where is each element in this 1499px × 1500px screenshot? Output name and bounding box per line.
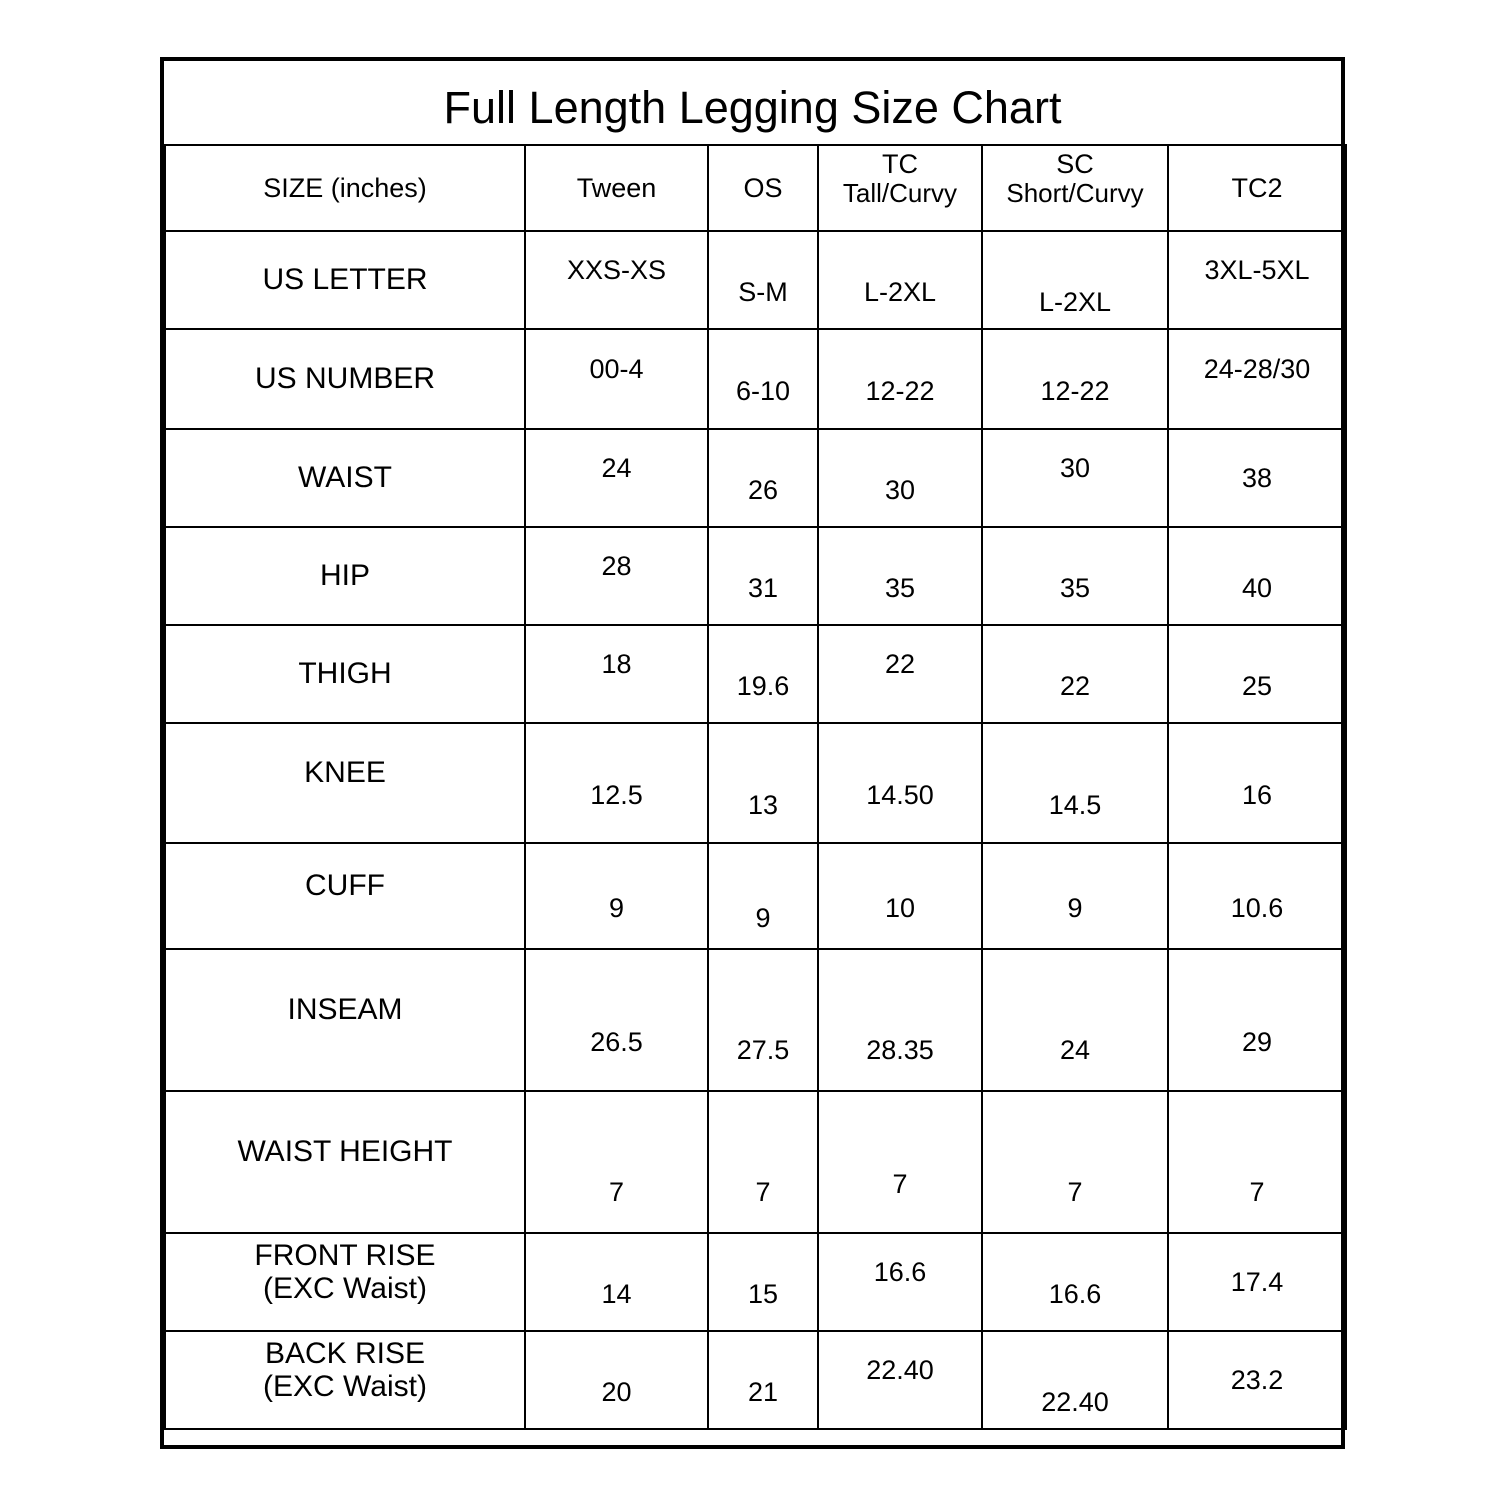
cell-text: 22.40 [1041, 1386, 1109, 1417]
size-chart-sheet [160, 57, 1345, 1449]
table-row [165, 1331, 1346, 1429]
cell-text: 7 [755, 1176, 771, 1207]
column-header-tc2-label: TC2 [1231, 172, 1283, 203]
table-row [165, 1233, 1346, 1331]
cell-value [982, 429, 1168, 527]
column-header-sc-label: SC [1056, 148, 1094, 179]
cell-text: 22.40 [866, 1354, 934, 1385]
cell-text: 12-22 [865, 375, 935, 406]
row-label [165, 1233, 525, 1331]
cell-text: 13 [747, 789, 779, 820]
cell-text: 6-10 [735, 375, 791, 406]
cell-value [708, 527, 818, 625]
cell-text: 28.35 [866, 1034, 934, 1065]
column-header-tc2 [1168, 145, 1346, 231]
table-row [165, 329, 1346, 429]
cell-text: 40 [1241, 572, 1273, 603]
cell-text: 24 [1059, 1034, 1091, 1065]
cell-text: XXS-XS [566, 254, 667, 285]
cell-value [982, 527, 1168, 625]
cell-text: 14 [601, 1278, 632, 1309]
cell-value [818, 1233, 982, 1331]
cell-text: L-2XL [1038, 286, 1112, 317]
cell-text: 16 [1241, 779, 1273, 810]
size-chart-table [164, 144, 1347, 1430]
cell-value [818, 723, 982, 843]
cell-value [1168, 429, 1346, 527]
cell-value [818, 949, 982, 1091]
row-label: HIP [165, 527, 525, 625]
cell-value [1168, 949, 1346, 1091]
cell-text: 9 [608, 892, 625, 923]
cell-value [708, 1331, 818, 1429]
cell-value [982, 843, 1168, 949]
column-header-tween [525, 145, 708, 231]
cell-text: 28 [601, 550, 632, 581]
column-header-tc [818, 135, 982, 221]
cell-text: 16.6 [1048, 1278, 1102, 1309]
cell-value [708, 949, 818, 1091]
table-row [165, 231, 1346, 329]
cell-value [982, 1091, 1168, 1233]
cell-value [982, 723, 1168, 843]
cell-value [818, 429, 982, 527]
cell-value [525, 329, 708, 429]
cell-text: 21 [747, 1376, 779, 1407]
column-header-tween-label: Tween [576, 172, 657, 203]
cell-text: 17.4 [1230, 1266, 1284, 1297]
cell-text: 00-4 [589, 353, 644, 384]
cell-text: 16.6 [873, 1256, 927, 1287]
row-label [165, 1091, 525, 1233]
cell-value [818, 329, 982, 429]
cell-text: 18 [601, 648, 632, 679]
cell-value [982, 329, 1168, 429]
cell-text: S-M [738, 276, 788, 307]
row-label-text: BACK RISE [264, 1337, 426, 1370]
cell-text: 25 [1241, 670, 1273, 701]
cell-value [818, 843, 982, 949]
row-label-sub: (EXC Waist) [263, 1272, 427, 1305]
column-header-sc-sublabel: Short/Curvy [1006, 177, 1144, 208]
column-header-tc-label: TC [882, 148, 918, 179]
cell-value [708, 723, 818, 843]
cell-text: 22 [884, 648, 916, 679]
cell-value [708, 231, 818, 329]
cell-text: 7 [1067, 1176, 1083, 1207]
table-row [165, 723, 1346, 843]
cell-value [708, 625, 818, 723]
cell-value [982, 949, 1168, 1091]
cell-value [525, 1091, 708, 1233]
column-header-size [165, 145, 525, 231]
cell-value [1168, 1233, 1346, 1331]
cell-text: L-2XL [863, 276, 937, 307]
cell-value [708, 329, 818, 429]
cell-value [1168, 625, 1346, 723]
cell-value [525, 429, 708, 527]
cell-text: 22 [1059, 670, 1091, 701]
table-header-row [165, 145, 1346, 231]
cell-value [818, 1331, 982, 1429]
cell-value [818, 231, 982, 329]
cell-value [1168, 843, 1346, 949]
cell-text: 31 [747, 572, 779, 603]
cell-text: 27.5 [736, 1034, 790, 1065]
cell-value [708, 1091, 818, 1233]
table-row [165, 949, 1346, 1091]
cell-value [525, 949, 708, 1091]
cell-value [982, 231, 1168, 329]
column-header-os-label: OS [743, 172, 783, 203]
cell-value [1168, 231, 1346, 329]
cell-value [1168, 1331, 1346, 1429]
row-label: THIGH [165, 625, 525, 723]
cell-value [818, 1091, 982, 1233]
column-header-tc-sublabel: Tall/Curvy [842, 177, 958, 208]
cell-text: 10.6 [1230, 892, 1284, 923]
cell-value [525, 1233, 708, 1331]
cell-value [982, 1233, 1168, 1331]
cell-value [982, 1331, 1168, 1429]
cell-value [1168, 527, 1346, 625]
row-label: WAIST [165, 429, 525, 527]
cell-text: 7 [892, 1168, 908, 1199]
cell-text: 10 [884, 892, 916, 923]
cell-text: 23.2 [1230, 1364, 1284, 1395]
cell-value [1168, 1091, 1346, 1233]
cell-value [525, 843, 708, 949]
cell-text: 7 [608, 1176, 625, 1207]
cell-text: 30 [884, 474, 916, 505]
row-label-text: KNEE [304, 756, 386, 789]
cell-text: 24-28/30 [1203, 353, 1311, 384]
row-label [165, 1331, 525, 1429]
table-row [165, 429, 1346, 527]
cell-text: 14.5 [1048, 789, 1102, 820]
row-label-text: FRONT RISE [254, 1239, 436, 1272]
cell-text: 26.5 [590, 1026, 643, 1057]
cell-text: 12-22 [1040, 375, 1110, 406]
column-header-sc [982, 135, 1168, 221]
cell-text: 9 [755, 902, 771, 933]
column-header-os [708, 145, 818, 231]
cell-value [525, 625, 708, 723]
row-label [165, 843, 525, 949]
cell-text: 26 [747, 474, 779, 505]
page-title: Full Length Legging Size Chart [443, 82, 1062, 133]
row-label-text: WAIST HEIGHT [237, 1135, 453, 1168]
cell-value [1168, 723, 1346, 843]
row-label [165, 723, 525, 843]
row-label [165, 949, 525, 1091]
cell-text: 20 [601, 1376, 632, 1407]
table-row [165, 527, 1346, 625]
row-label: US LETTER [165, 231, 525, 329]
row-label-text: INSEAM [287, 993, 403, 1026]
row-label-text: CUFF [305, 869, 385, 902]
column-header-size-label: SIZE (inches) [263, 172, 427, 203]
table-row [165, 625, 1346, 723]
cell-value [708, 429, 818, 527]
row-label-sub: (EXC Waist) [263, 1370, 427, 1403]
cell-text: 35 [1059, 572, 1091, 603]
cell-text: 29 [1241, 1026, 1273, 1057]
cell-value [1168, 329, 1346, 429]
cell-text: 7 [1249, 1176, 1265, 1207]
cell-value [708, 843, 818, 949]
cell-value [525, 723, 708, 843]
row-label: US NUMBER [165, 329, 525, 429]
cell-value [982, 625, 1168, 723]
cell-text: 19.6 [736, 670, 790, 701]
cell-text: 38 [1241, 462, 1273, 493]
table-row [165, 843, 1346, 949]
cell-value [818, 527, 982, 625]
cell-value [525, 1331, 708, 1429]
cell-text: 35 [884, 572, 916, 603]
cell-text: 30 [1059, 452, 1091, 483]
cell-text: 15 [747, 1278, 779, 1309]
cell-text: 14.50 [866, 779, 934, 810]
table-row [165, 1091, 1346, 1233]
cell-text: 3XL-5XL [1204, 254, 1310, 285]
cell-text: 24 [601, 452, 632, 483]
cell-text: 12.5 [590, 779, 643, 810]
cell-value [818, 625, 982, 723]
cell-text: 9 [1067, 892, 1083, 923]
cell-value [708, 1233, 818, 1331]
cell-value [525, 231, 708, 329]
cell-value [525, 527, 708, 625]
